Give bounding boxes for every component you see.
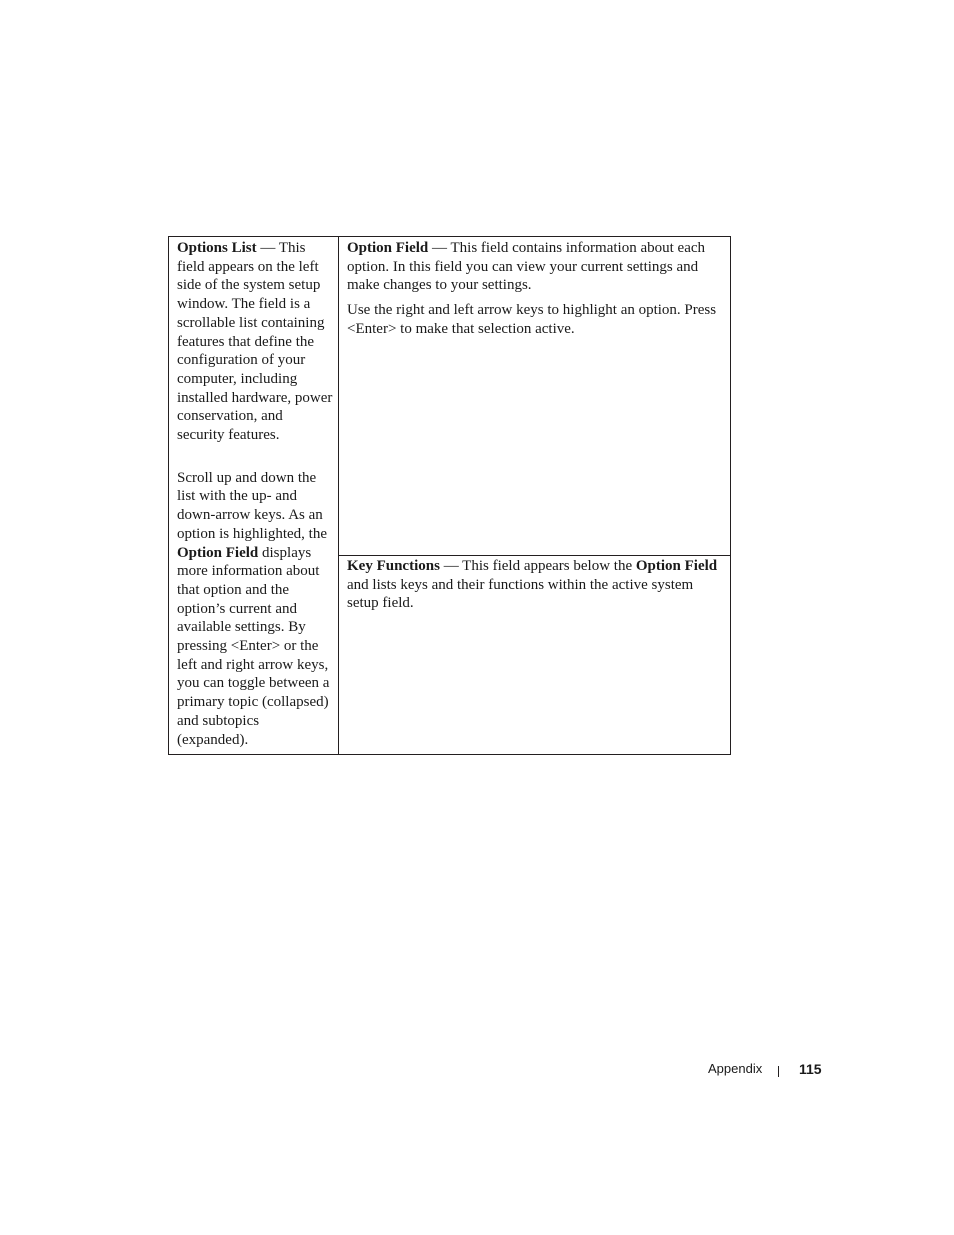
option-field-usage: Use the right and left arrow keys to highlight an option. Press <Enter> to make that selection active. [347,302,717,337]
options-list-term: Options List [177,240,257,256]
option-field-description: — This field contains information about each option. In this field you can view your current settings and make changes to your settings. [347,240,706,294]
right-column [339,237,730,754]
setup-screen-description-table [168,236,731,755]
option-field-cell [339,237,730,556]
options-list-paragraph [177,239,334,445]
key-functions-paragraph [347,557,724,613]
key-functions-term: Key Functions [347,558,440,574]
footer-divider [778,1066,779,1077]
options-list-cell [169,237,339,754]
key-functions-description-1: — This field appears below the [439,558,636,574]
key-functions-ref-term: Option Field [635,558,718,574]
options-list-scroll-text-1: Scroll up and down the list with the up- and down-arrow keys. As an option is highlighted, the [177,469,327,542]
footer-page-number: 115 [799,1061,822,1077]
options-list-scroll-text-2: displays more information about that option and the option’s current and available settings. By pressing <Enter> or the left and right arrow keys, you can toggle between a primary topic (collapsed) and subtopics (expanded). [177,544,330,748]
options-list-scroll-paragraph [177,469,334,750]
options-list-description: — This field appears on the left side of the system setup window. The field is a scrollable list containing features that define the configuration of your computer, including installed hardware, power conservation, and security features. [177,240,333,444]
page-footer [700,1061,824,1081]
key-functions-cell [339,556,730,754]
option-field-term: Option Field [347,240,429,256]
key-functions-description-2: and lists keys and their functions within the active system setup field. [347,576,694,612]
footer-section-name: Appendix [708,1061,763,1076]
option-field-paragraph [347,239,724,295]
options-list-scroll-term: Option Field [177,544,259,561]
